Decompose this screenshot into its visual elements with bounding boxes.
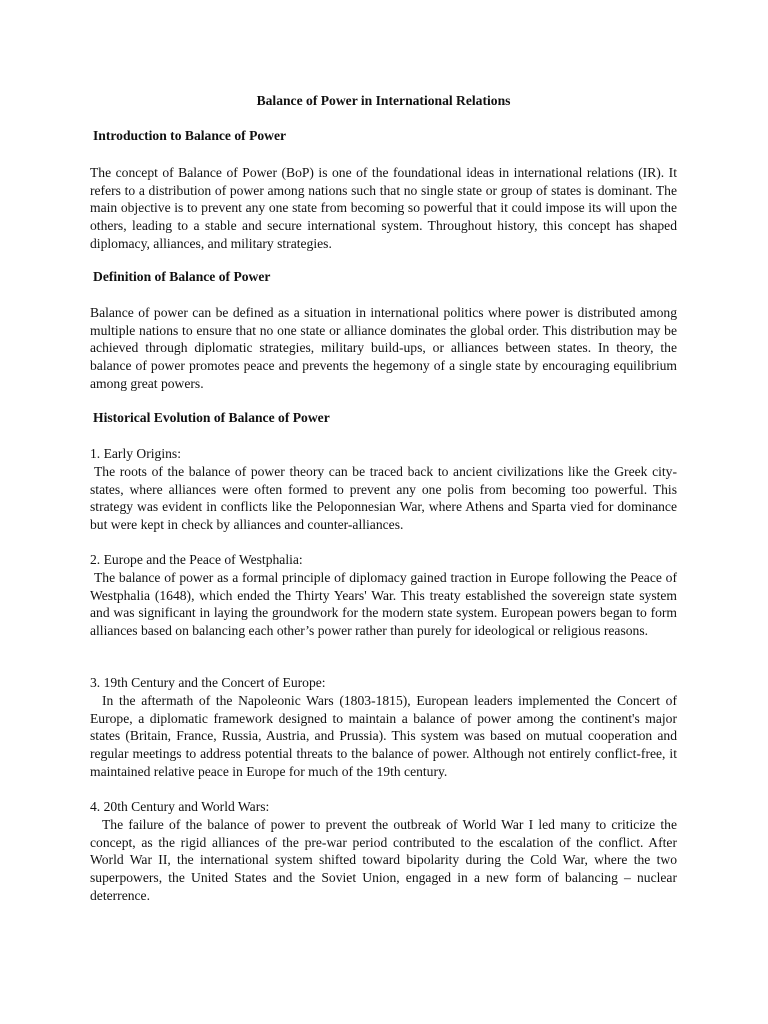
section-heading-introduction: Introduction to Balance of Power: [93, 128, 287, 143]
item-label-concert-of-europe: 3. 19th Century and the Concert of Europe:: [90, 675, 326, 690]
item-text-world-wars: The failure of the balance of power to prevent the outbreak of World War I led many to criticize the concept, as the rigid alliances of the pre-war period contributed to the escalation of the conflict. After World War II, the international system shifted toward bipolarity during the Cold War, where the two superpowers, the United States and the Soviet Union, engaged in a new form of balancing – nuclear deterrence.: [90, 817, 677, 903]
definition-paragraph: Balance of power can be defined as a situation in international politics where power is distributed among multiple nations to ensure that no one state or alliance dominates the global order. This distribution may be achieved through diplomatic strategies, military build-ups, or alliances between states. In theory, the balance of power promotes peace and prevents the hegemony of a single state by encouraging equilibrium among great powers.: [90, 305, 677, 391]
item-label-early-origins: 1. Early Origins:: [90, 446, 181, 461]
introduction-paragraph: The concept of Balance of Power (BoP) is one of the foundational ideas in international relations (IR). It refers to a distribution of power among nations such that no single state or group of states is dominant. The main objective is to prevent any one state from becoming so powerful that it could impose its will upon the others, leading to a stable and secure international system. Throughout history, this concept has shaped diplomacy, alliances, and military strategies.: [90, 165, 677, 251]
section-heading-definition: Definition of Balance of Power: [93, 269, 271, 284]
item-label-world-wars: 4. 20th Century and World Wars:: [90, 799, 270, 814]
item-label-westphalia: 2. Europe and the Peace of Westphalia:: [90, 552, 303, 567]
section-heading-historical-evolution: Historical Evolution of Balance of Power: [93, 410, 330, 425]
item-text-westphalia: The balance of power as a formal principle of diplomacy gained traction in Europe following the Peace of Westphalia (1648), which ended the Thirty Years' War. This treaty established the sovereign state system and was significant in laying the groundwork for the modern state system. European powers began to form alliances based on balancing each other’s power rather than purely for ideological or religious reasons.: [90, 570, 677, 639]
item-text-early-origins: The roots of the balance of power theory can be traced back to ancient civilizations like the Greek city-states, where alliances were often formed to prevent any one polis from becoming too powerful. This strategy was evident in conflicts like the Peloponnesian War, where Athens and Sparta vied for dominance but were kept in check by alliances and counter-alliances.: [90, 464, 677, 533]
item-text-concert-of-europe: In the aftermath of the Napoleonic Wars (1803-1815), European leaders implemented the Concert of Europe, a diplomatic framework designed to maintain a balance of power among the continent's major states (Britain, France, Russia, Austria, and Prussia). This system was based on mutual cooperation and regular meetings to address potential threats to the balance of power. Although not entirely conflict-free, it maintained relative peace in Europe for much of the 19th century.: [90, 693, 677, 779]
document-title: Balance of Power in International Relations: [256, 93, 511, 108]
